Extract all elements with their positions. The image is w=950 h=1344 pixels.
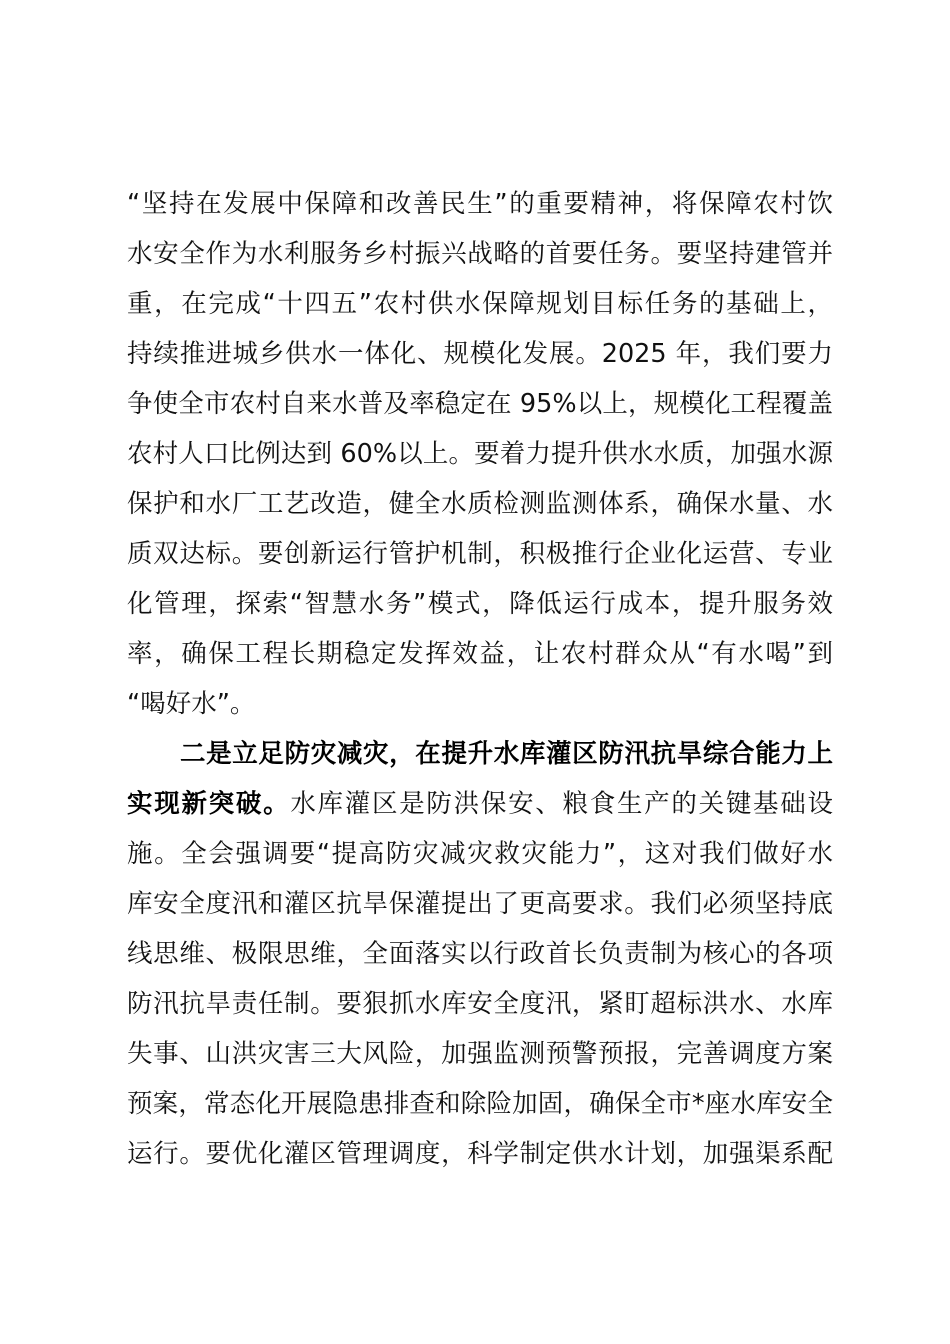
paragraph-line: 施。全会强调要“提高防灾减灾救灾能力”，这对我们做好水 [127,839,833,869]
paragraph-line: 防汛抗旱责任制。要狠抓水库安全度汛，紧盯超标洪水、水库 [127,989,833,1019]
paragraph-line: 争使全市农村自来水普及率稳定在 95%以上，规模化工程覆盖 [127,389,833,419]
paragraph-line: 持续推进城乡供水一体化、规模化发展。2025 年，我们要力 [127,339,833,369]
section-heading: 二是立足防灾减灾，在提升水库灌区防汛抗旱综合能力上 [180,739,833,769]
paragraph-line: 水安全作为水利服务乡村振兴战略的首要任务。要坚持建管并 [127,239,833,269]
paragraph-line: 预案，常态化开展隐患排查和除险加固，确保全市*座水库安全 [127,1089,833,1119]
paragraph-line: “喝好水”。 [127,689,256,719]
paragraph-line: 农村人口比例达到 60%以上。要着力提升供水水质，加强水源 [127,439,833,469]
paragraph-line: 运行。要优化灌区管理调度，科学制定供水计划，加强渠系配 [127,1139,833,1169]
paragraph-line: 重，在完成“十四五”农村供水保障规划目标任务的基础上， [127,289,833,319]
paragraph-line: 保护和水厂工艺改造，健全水质检测监测体系，确保水量、水 [127,489,833,519]
paragraph-line [127,787,833,821]
paragraph-line: 化管理，探索“智慧水务”模式，降低运行成本，提升服务效 [127,589,833,619]
paragraph-line: 失事、山洪灾害三大风险，加强监测预警预报，完善调度方案 [127,1039,833,1069]
paragraph-line: 线思维、极限思维，全面落实以行政首长负责制为核心的各项 [127,939,833,969]
section-heading-continuation: 实现新突破。 [127,789,291,819]
paragraph-line: 质双达标。要创新运行管护机制，积极推行企业化运营、专业 [127,539,833,569]
paragraph-line: 率，确保工程长期稳定发挥效益，让农村群众从“有水喝”到 [127,639,833,669]
paragraph-line: “坚持在发展中保障和改善民生”的重要精神，将保障农村饮 [127,189,833,219]
paragraph-text: 水库灌区是防洪保安、粮食生产的关键基础设 [290,789,833,819]
paragraph-line: 库安全度汛和灌区抗旱保灌提出了更高要求。我们必须坚持底 [127,889,833,919]
